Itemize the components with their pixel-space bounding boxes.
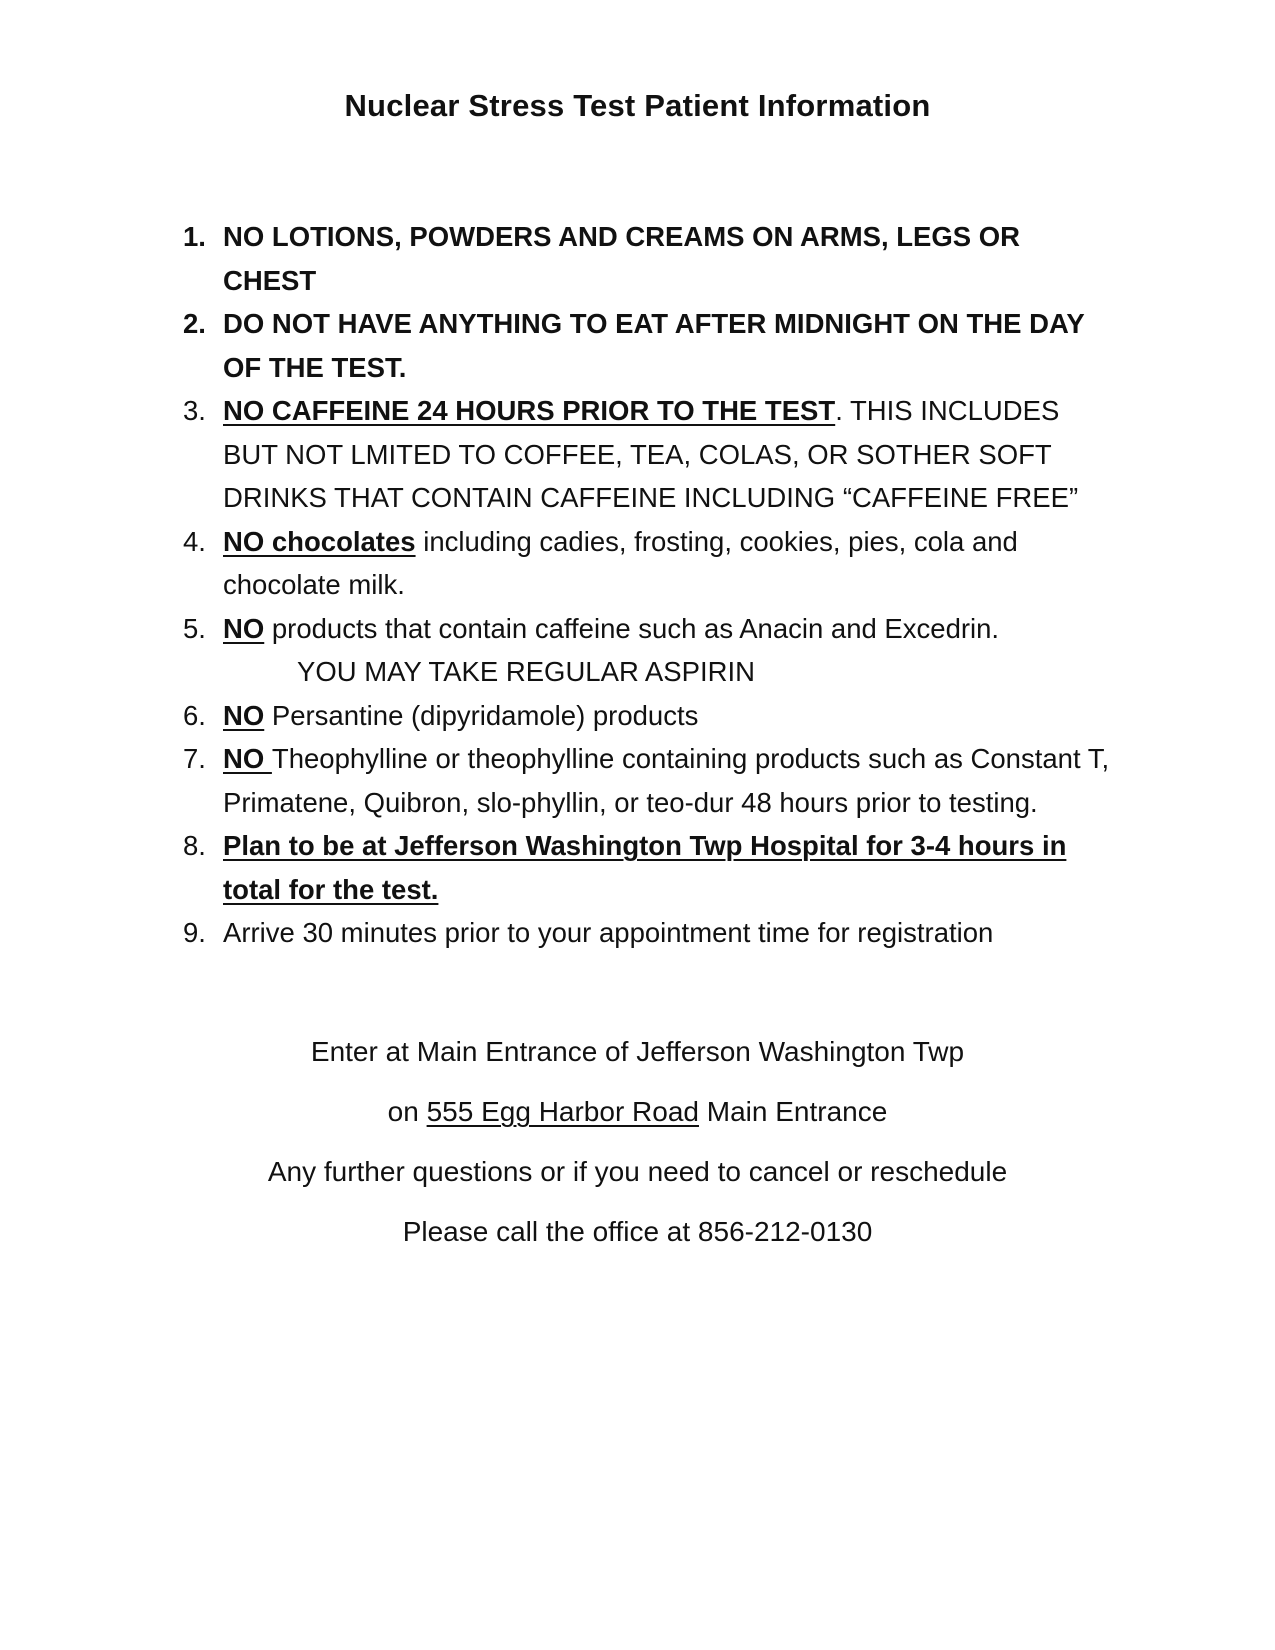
item-text: Arrive 30 minutes prior to your appointment time for registration (223, 917, 994, 948)
footer-contact (0, 1022, 1275, 1262)
instructions-list (183, 215, 1113, 955)
item-subnote: YOU MAY TAKE REGULAR ASPIRIN (297, 656, 755, 687)
item-text: products that contain caffeine such as Anacin and Excedrin. (264, 612, 1000, 644)
list-item (183, 824, 1113, 911)
address-suffix: Main Entrance (699, 1096, 888, 1127)
address-line (0, 1082, 1275, 1142)
item-text: Persantine (dipyridamole) products (264, 699, 699, 731)
item-text: NO LOTIONS, POWDERS AND CREAMS ON ARMS, LEGS OR CHEST (223, 221, 1021, 296)
list-item (183, 302, 1113, 389)
item-text: . THIS INCLUDES BUT NOT LMITED TO COFFEE, TEA, COLAS, OR SOTHER SOFT DRINKS THAT CONTAIN CAFFEINE INCLUDING “CAFFEINE FREE” (223, 395, 1079, 513)
item-text: including cadies, frosting, cookies, pies, cola and chocolate milk. (223, 525, 1018, 600)
item-number: 5. (183, 612, 206, 644)
questions-line: Any further questions or if you need to cancel or reschedule (267, 1156, 1008, 1187)
list-item (183, 607, 1113, 694)
item-emphasis: NO chocolates (223, 525, 416, 557)
list-item (183, 215, 1113, 302)
item-number: 3. (183, 395, 206, 426)
street-address: 555 Egg Harbor Road (426, 1096, 699, 1127)
entrance-line: Enter at Main Entrance of Jefferson Washington Twp (310, 1036, 965, 1067)
item-emphasis: NO (223, 699, 265, 731)
list-item (183, 911, 1113, 955)
item-number: 1. (183, 221, 206, 252)
phone-line: Please call the office at 856-212-0130 (402, 1216, 873, 1247)
page-title: Nuclear Stress Test Patient Information (344, 88, 931, 123)
item-emphasis: NO CAFFEINE 24 HOURS PRIOR TO THE TEST (223, 395, 836, 426)
item-number: 6. (183, 699, 206, 731)
item-number: 9. (183, 917, 206, 948)
item-text: Plan to be at Jefferson Washington Twp Hospital for 3-4 hours in total for the test. (223, 830, 1067, 905)
item-text: DO NOT HAVE ANYTHING TO EAT AFTER MIDNIGHT ON THE DAY OF THE TEST. (223, 308, 1085, 383)
item-number: 4. (183, 525, 206, 557)
item-emphasis: NO (223, 743, 272, 774)
item-emphasis: NO (223, 612, 265, 644)
item-text: Theophylline or theophylline containing products such as Constant T, Primatene, Quibron, slo-phyllin, or teo-dur 48 hours prior to testing. (223, 743, 1110, 818)
list-item (183, 389, 1113, 520)
list-item (183, 694, 1113, 738)
item-number: 2. (183, 308, 206, 339)
item-number: 8. (183, 830, 206, 861)
item-number: 7. (183, 743, 206, 774)
list-item (183, 737, 1113, 824)
address-prefix: on (387, 1096, 427, 1127)
list-item (183, 520, 1113, 607)
